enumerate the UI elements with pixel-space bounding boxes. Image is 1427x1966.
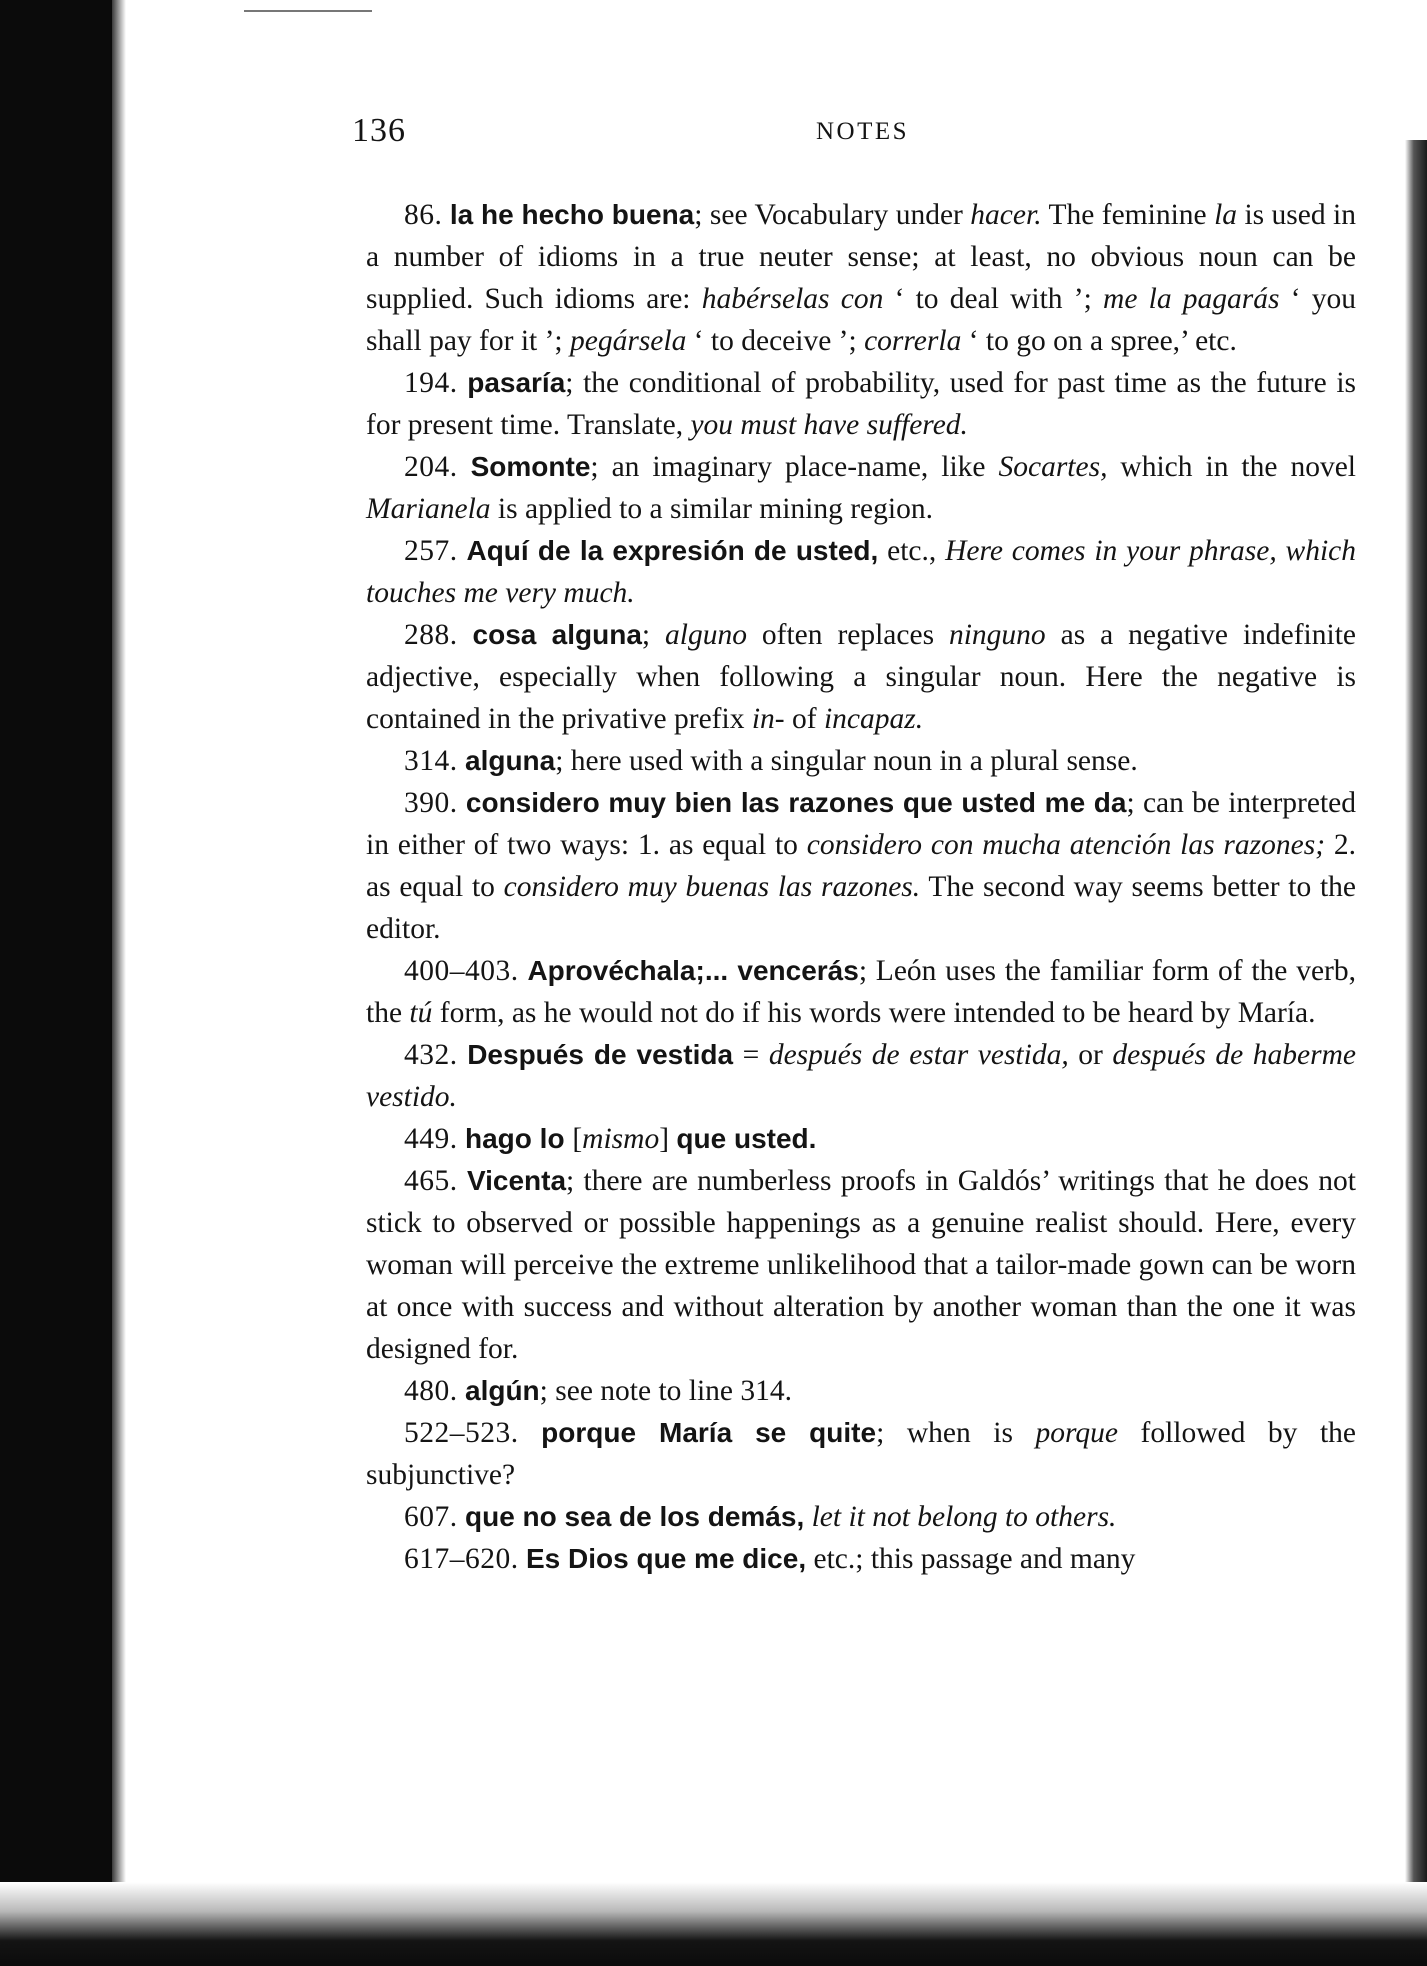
note-432 (366, 1034, 1356, 1118)
note-number: 432. (404, 1039, 458, 1071)
note-text: = (733, 1039, 769, 1071)
note-italic: incapaz. (823, 703, 924, 735)
page-number: 136 (352, 112, 406, 149)
scan-shadow-right (1405, 140, 1427, 1966)
note-italic: Here comes in your phrase, which touches me very much. (366, 535, 1357, 609)
note-text: followed by the subjunctive? (366, 1417, 1356, 1491)
note-text: The second way seems better to the editor. (366, 871, 1356, 945)
note-italic: me la pagarás (1103, 283, 1280, 315)
note-headword: Somonte (470, 451, 591, 482)
note-italic: correrla (864, 325, 962, 357)
note-text: ; (641, 619, 666, 651)
note-italic: considero con mucha atención las razones; (806, 829, 1326, 861)
note-text: of (784, 703, 824, 735)
note-italic: después de estar vestida, (768, 1039, 1069, 1071)
running-head: NOTES (816, 118, 910, 145)
note-headword: Después de vestida (467, 1039, 734, 1070)
note-number: 522–523. (404, 1417, 519, 1449)
note-text: is applied to a similar mining region. (490, 493, 933, 525)
note-400-403 (366, 950, 1356, 1034)
note-86 (366, 194, 1356, 362)
note-italic: tú (409, 997, 433, 1029)
note-text: ‘ you shall pay for it ’; (366, 283, 1356, 357)
note-italic: ninguno (948, 619, 1046, 651)
note-text: 2. as equal to (366, 829, 1356, 903)
scan-shadow-left (0, 0, 112, 1966)
note-italic: Marianela (366, 493, 491, 525)
note-italic: habérselas con (701, 283, 884, 315)
note-text: as a negative indefinite adjective, especially when following a singular noun. Here the negative is contained in the privative prefix (366, 619, 1356, 735)
note-text (804, 1501, 811, 1533)
note-headword: alguna (465, 745, 556, 776)
note-text: ; an imaginary place-name, like (590, 451, 999, 483)
note-italic: Socartes, (998, 451, 1108, 483)
note-449 (366, 1118, 1356, 1160)
note-headword: Aprovéchala;... vencerás (527, 955, 859, 986)
note-italic: in- (751, 703, 785, 735)
note-text: The feminine (1041, 199, 1215, 231)
note-text: [ (572, 1123, 583, 1155)
note-text: is used in a number of idioms in a true neuter sense; at least, no obvious noun can be supplied. Such idioms are: (366, 199, 1357, 315)
note-number: 607. (404, 1501, 458, 1533)
note-617-620 (366, 1538, 1356, 1580)
note-text: form, as he would not do if his words were intended to be heard by María. (432, 997, 1316, 1029)
note-headword: Vicenta (466, 1165, 567, 1196)
notes-list (366, 194, 1356, 1580)
note-text: ; see Vocabulary under (694, 199, 971, 231)
note-text: ; see note to line 314. (539, 1375, 793, 1407)
note-text: ; here used with a singular noun in a plural sense. (555, 745, 1138, 777)
note-headword: Aquí de la expresión de usted, (466, 535, 879, 566)
note-number: 465. (404, 1165, 458, 1197)
note-headword: hago lo (465, 1123, 573, 1154)
note-480 (366, 1370, 1356, 1412)
top-rule (244, 10, 372, 12)
note-text: often replaces (747, 619, 949, 651)
page-header (352, 112, 1352, 160)
note-text: ] (659, 1123, 677, 1155)
note-465 (366, 1160, 1356, 1370)
note-italic: hacer. (970, 199, 1042, 231)
note-text: ; can be interpreted in either of two ways: 1. as equal to (366, 787, 1357, 861)
note-text: which in the novel (1107, 451, 1356, 483)
note-257 (366, 530, 1356, 614)
note-headword: que no sea de los demás, (465, 1501, 805, 1532)
note-italic: porque (1035, 1417, 1118, 1449)
note-number: 257. (404, 535, 458, 567)
note-314 (366, 740, 1356, 782)
note-headword: considero muy bien las razones que usted me da (465, 787, 1127, 818)
note-194 (366, 362, 1356, 446)
note-italic: pegársela (570, 325, 687, 357)
note-text: ‘ to deceive ’; (686, 325, 865, 357)
note-headword: cosa alguna (472, 619, 642, 650)
note-headword: porque María se quite (541, 1417, 877, 1448)
note-607 (366, 1496, 1356, 1538)
note-number: 86. (404, 199, 443, 231)
scan-shadow-bottom (0, 1882, 1427, 1966)
note-italic: después de haberme vestido. (366, 1039, 1357, 1113)
note-text: ; when is (876, 1417, 1036, 1449)
note-204 (366, 446, 1356, 530)
scan-shadow-left-edge (112, 0, 126, 1966)
note-italic: considero muy buenas las razones. (503, 871, 921, 903)
note-italic: mismo (582, 1123, 660, 1155)
note-number: 449. (404, 1123, 458, 1155)
note-italic: alguno (665, 619, 747, 651)
note-number: 314. (404, 745, 458, 777)
note-number: 194. (404, 367, 458, 399)
note-number: 480. (404, 1375, 458, 1407)
note-number: 617–620. (404, 1543, 519, 1575)
note-italic: you must have suffered. (690, 409, 968, 441)
note-390 (366, 782, 1356, 950)
note-number: 288. (404, 619, 458, 651)
note-text: etc., (878, 535, 946, 567)
note-headword: algún (465, 1375, 540, 1406)
note-italic: la (1214, 199, 1238, 231)
note-headword: pasaría (467, 367, 566, 398)
note-522-523 (366, 1412, 1356, 1496)
note-headword: la he hecho buena (449, 199, 695, 230)
note-number: 400–403. (404, 955, 519, 987)
note-text: ; the conditional of probability, used for past time as the future is for present time. Translate, (366, 367, 1356, 441)
note-text: ; León uses the familiar form of the verb, the (366, 955, 1356, 1029)
note-headword: Es Dios que me dice, (526, 1543, 807, 1574)
note-text: ; there are numberless proofs in Galdós’ writings that he does not stick to observed or possible happenings as a genuine realist should. Here, every woman will perceive the extreme unlikelihood that a tailor-made gown can be worn at once with success and without alteration by another woman than the one it was designed for. (366, 1165, 1357, 1365)
note-number: 390. (404, 787, 458, 819)
note-bold: que usted. (676, 1123, 817, 1154)
note-text: or (1068, 1039, 1113, 1071)
note-italic: let it not belong to others. (811, 1501, 1117, 1533)
note-number: 204. (404, 451, 458, 483)
note-text: etc.; this passage and many (806, 1543, 1136, 1575)
note-text: ‘ to go on a spree,’ etc. (961, 325, 1237, 357)
note-text: ‘ to deal with ’; (883, 283, 1104, 315)
note-288 (366, 614, 1356, 740)
